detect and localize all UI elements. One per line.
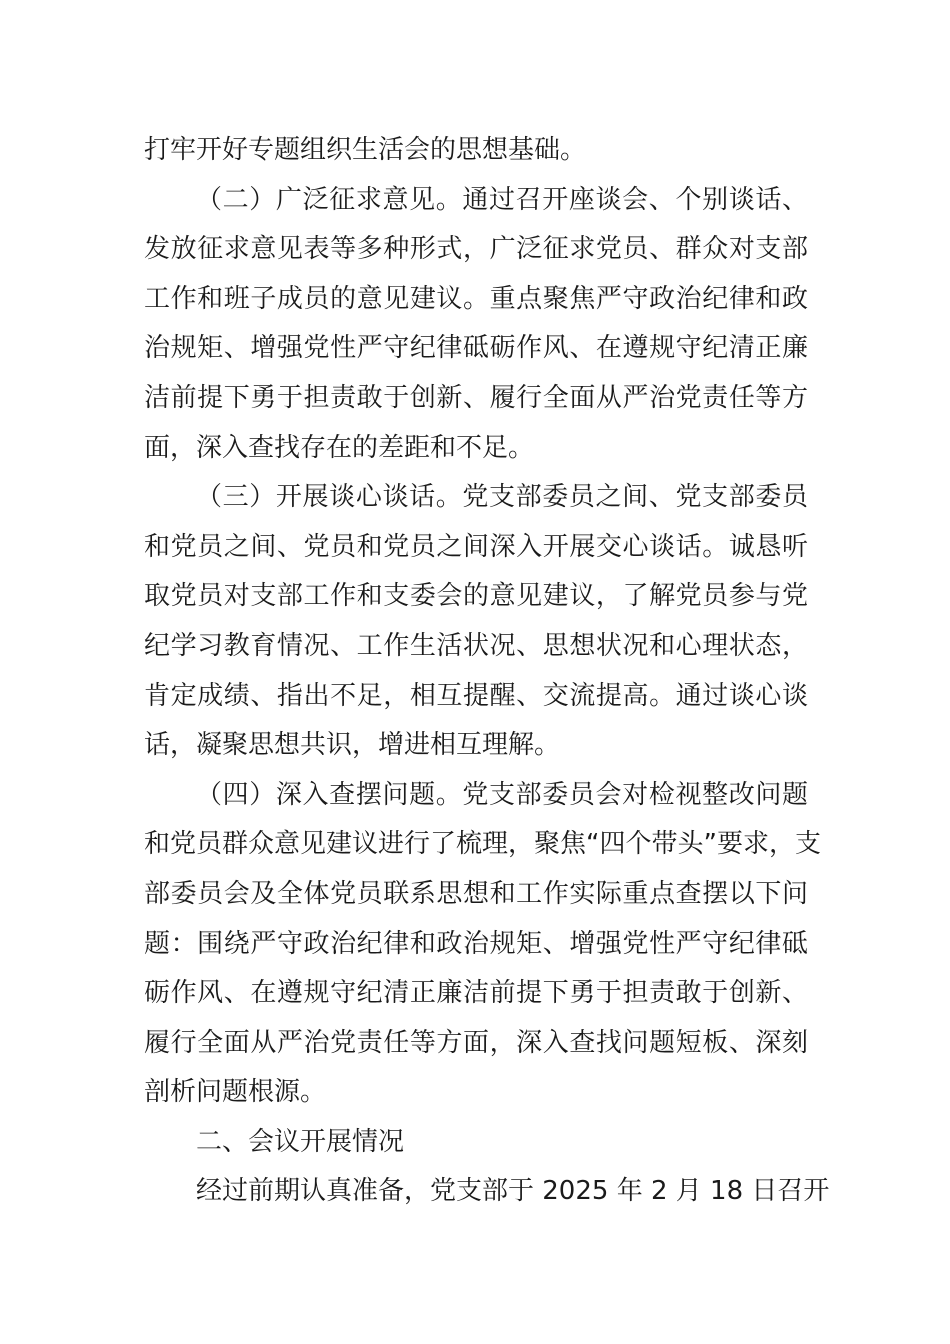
paragraph-line: 履行全面从严治党责任等方面，深入查找问题短板、深刻 [144,1027,808,1058]
paragraph-line: 砺作风、在遵规守纪清正廉洁前提下勇于担责敢于创新、 [144,978,808,1009]
paragraph-line: 和党员群众意见建议进行了梳理，聚焦“四个带头”要求，支 [144,829,821,860]
paragraph-line: 治规矩、增强党性严守纪律砥砺作风、在遵规守纪清正廉 [144,333,808,364]
paragraph-line: 洁前提下勇于担责敢于创新、履行全面从严治党责任等方 [144,382,808,413]
chapter-heading-line: 二、会议开展情况 [196,1126,405,1157]
paragraph-line: 和党员之间、党员和党员之间深入开展交心谈话。诚恳听 [144,531,808,562]
paragraph-line: 发放征求意见表等多种形式，广泛征求党员、群众对支部 [144,234,808,265]
paragraph-line: 题：围绕严守政治纪律和政治规矩、增强党性严守纪律砥 [144,928,808,959]
paragraph-line: 话，凝聚思想共识，增进相互理解。 [144,730,561,761]
paragraph-line: 面，深入查找存在的差距和不足。 [144,432,535,463]
paragraph-line: 肯定成绩、指出不足，相互提醒、交流提高。通过谈心谈 [144,680,808,711]
section-heading-line: （三）开展谈心谈话。党支部委员之间、党支部委员 [196,482,808,513]
section-heading-line: （四）深入查摆问题。党支部委员会对检视整改问题 [196,779,808,810]
paragraph-line: 工作和班子成员的意见建议。重点聚焦严守政治纪律和政 [144,283,808,314]
section-heading-line: （二）广泛征求意见。通过召开座谈会、个别谈话、 [196,184,808,215]
paragraph-line: 纪学习教育情况、工作生活状况、思想状况和心理状态， [144,630,808,661]
paragraph-line: 打牢开好专题组织生活会的思想基础。 [144,135,587,165]
paragraph-line: 经过前期认真准备，党支部于 2025 年 2 月 18 日召开 [196,1176,830,1207]
document-body [144,126,830,1217]
paragraph-line: 部委员会及全体党员联系思想和工作实际重点查摆以下问 [144,878,808,909]
paragraph-line: 剖析问题根源。 [144,1077,327,1108]
paragraph-line: 取党员对支部工作和支委会的意见建议，了解党员参与党 [144,581,808,612]
